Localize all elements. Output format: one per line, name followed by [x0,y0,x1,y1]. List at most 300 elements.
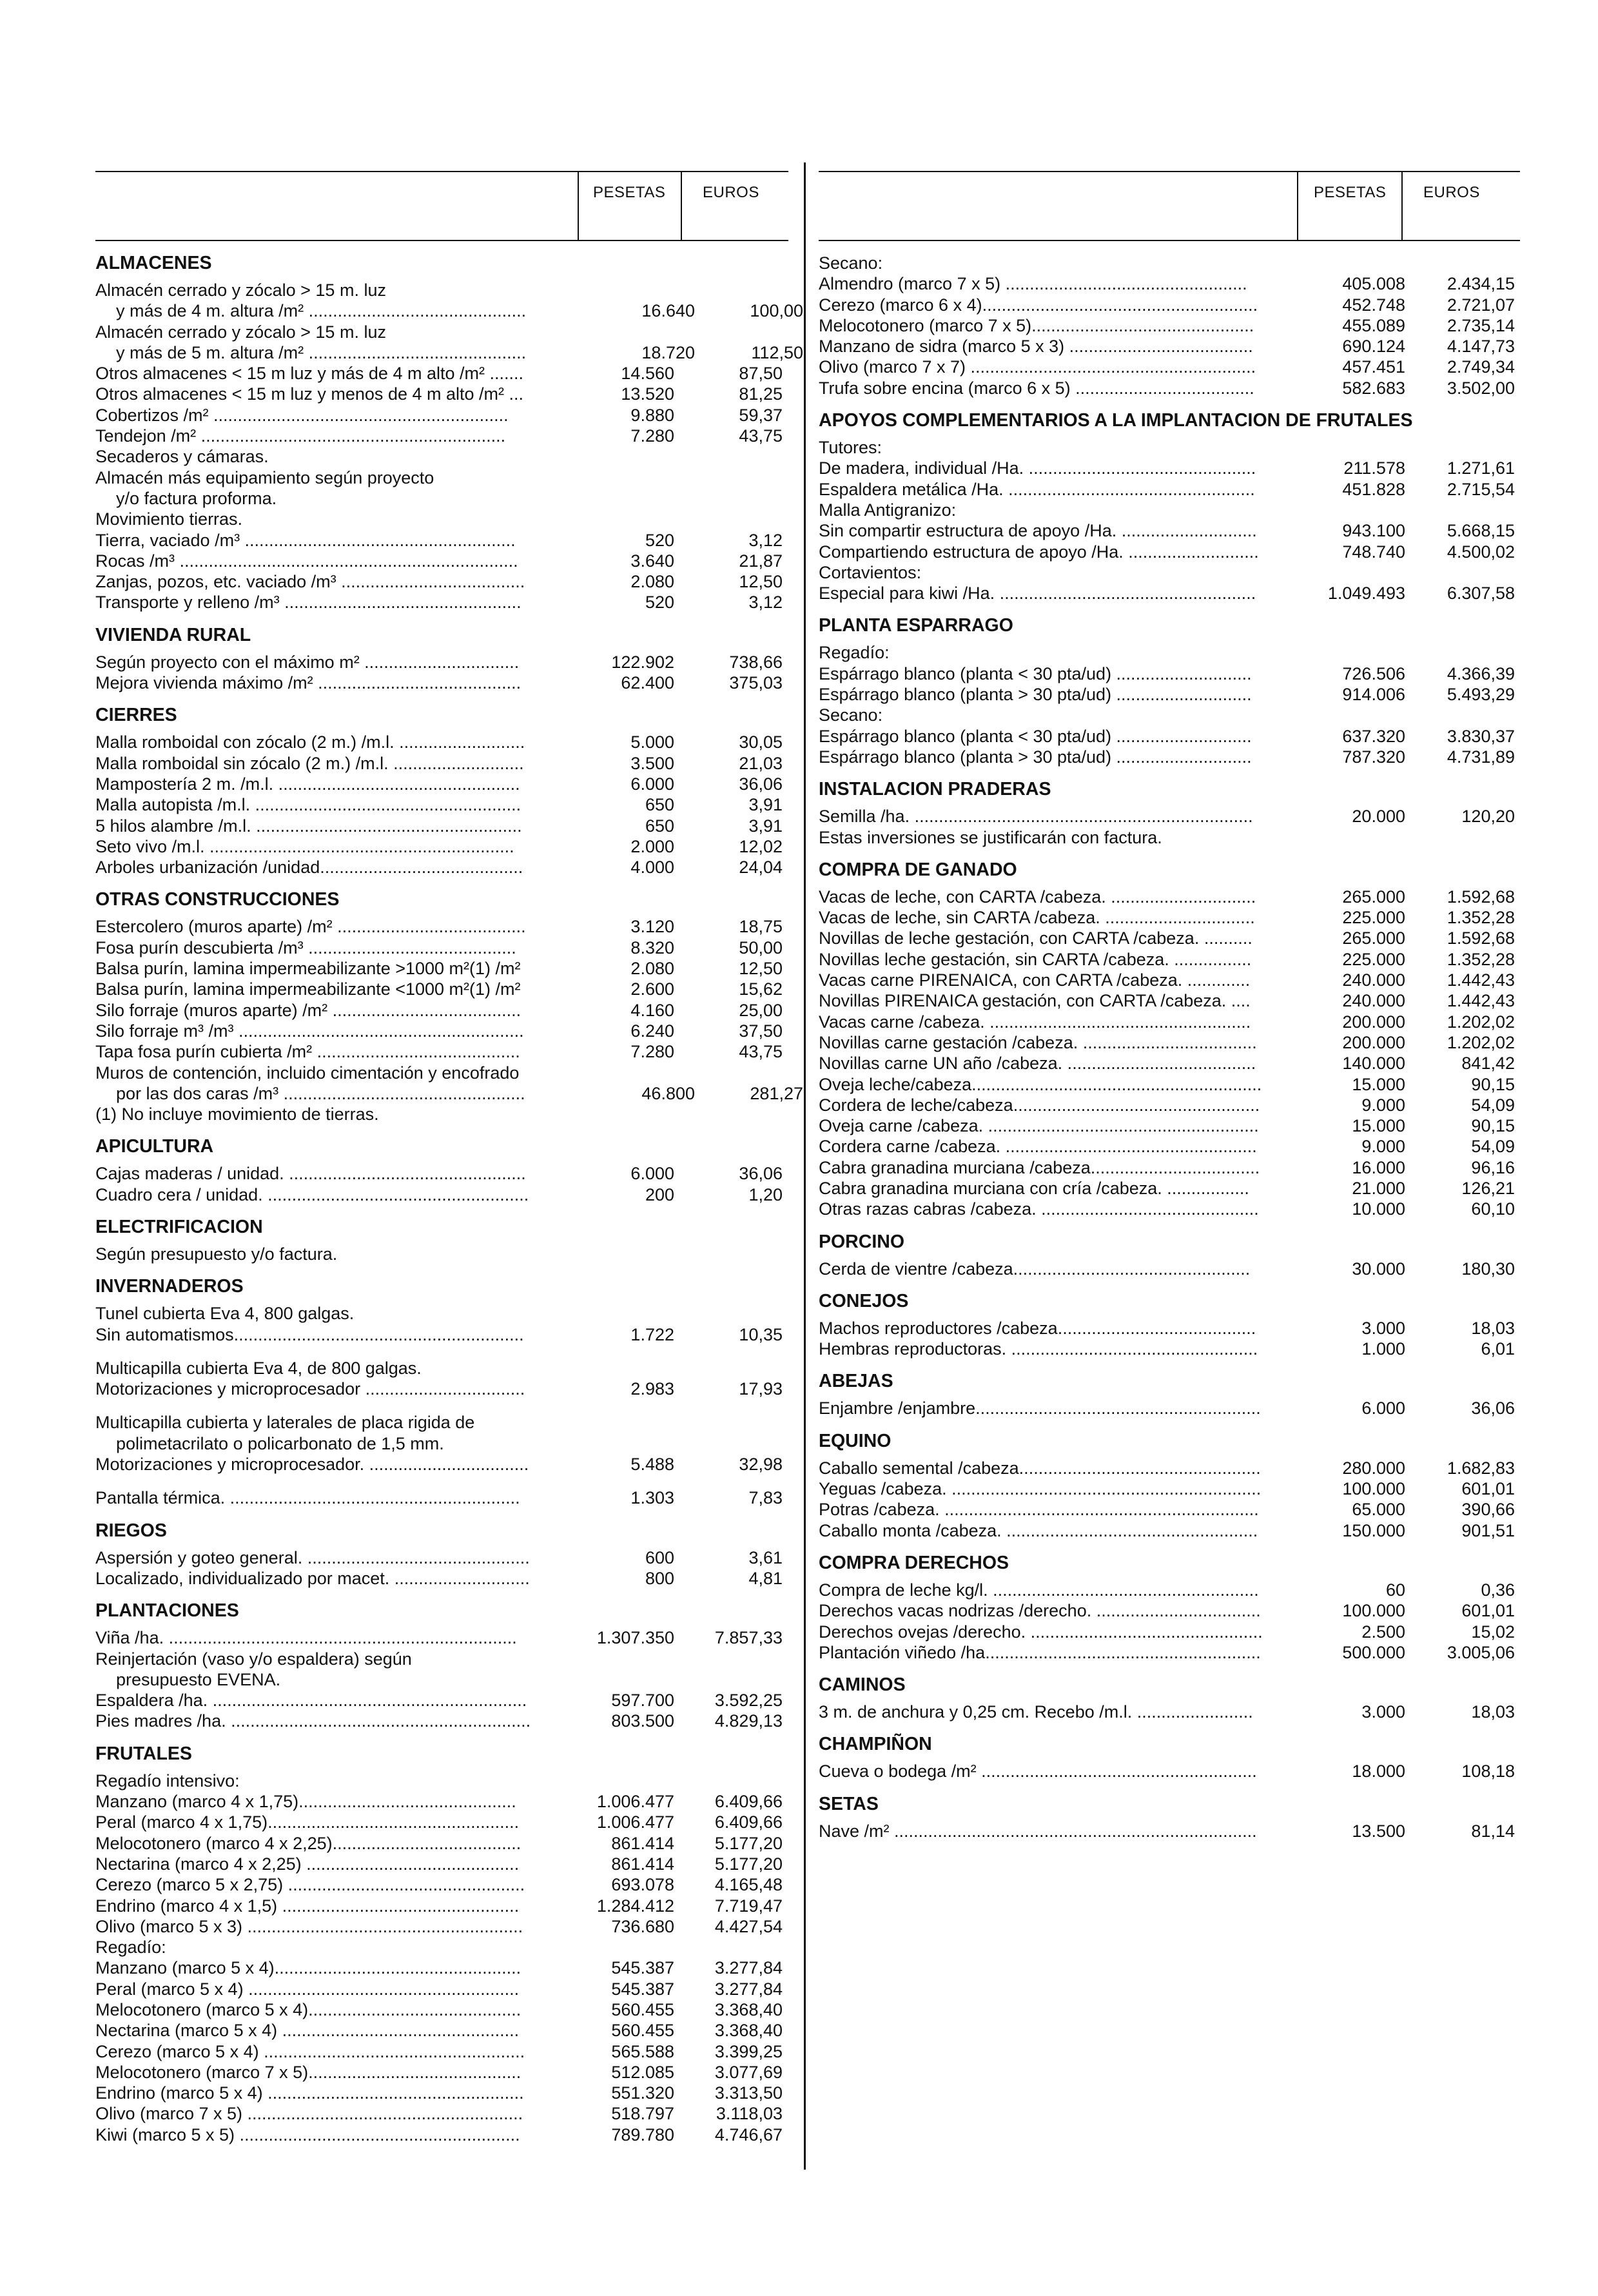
price-euros [674,1063,783,1083]
price-pesetas: 280.000 [1342,1458,1405,1478]
price-euros: 1.202,02 [1447,1012,1515,1032]
price-pesetas: 10.000 [1352,1199,1405,1219]
price-euros: 4.147,73 [1447,337,1515,357]
item-label: Kiwi (marco 5 x 5) .......................................................... [95,2124,520,2144]
price-pesetas: 405.008 [1342,274,1405,294]
price-euros: 1.682,83 [1447,1458,1515,1478]
price-euros: 6.307,58 [1447,584,1515,603]
price-pesetas: 690.124 [1342,337,1405,357]
item-label: Novillas leche gestación, sin CARTA /cabeza. ................ [819,949,1252,969]
price-row [819,1821,1520,1841]
item-label: Novillas de leche gestación, con CARTA /cabeza. .......... [819,928,1252,948]
price-row [819,500,1520,520]
price-euros: 738,66 [729,652,783,672]
price-row [95,1957,788,1978]
price-pesetas: 650 [645,795,674,815]
item-label: Nectarina (marco 4 x 2,25) ............................................ [95,1854,520,1874]
price-euros: 601,01 [1461,1601,1515,1621]
price-pesetas [593,488,695,509]
item-label: Cabra granadina murciana con cría /cabeza. ................. [819,1178,1249,1198]
price-row [819,887,1520,907]
price-euros: 18,03 [1471,1318,1515,1338]
price-pesetas: 2.080 [630,959,674,979]
item-label: Manzano (marco 4 x 1,75)............................................. [95,1792,516,1812]
price-pesetas: 457.451 [1342,357,1405,377]
price-euros: 59,37 [739,405,783,425]
header-euros: EUROS [1423,184,1480,201]
price-row [819,990,1520,1011]
price-euros: 5.668,15 [1447,521,1515,541]
table-header-right [819,171,1520,241]
price-euros: 3.277,84 [714,1979,783,1999]
price-euros: 6.409,66 [714,1792,783,1812]
price-row [819,642,1520,663]
spacer [95,1345,788,1358]
price-pesetas: 1.006.477 [596,1792,674,1812]
price-row [819,1642,1520,1663]
price-euros: 3.399,25 [714,2041,783,2061]
price-euros: 4.427,54 [714,1916,783,1936]
price-row [95,1771,788,1791]
price-pesetas [572,1104,674,1124]
item-label: Balsa purín, lamina impermeabilizante >1000 m²(1) /m² [95,959,521,979]
item-label: Olivo (marco 7 x 5) ......................................................... [95,2104,523,2124]
price-row [95,405,788,426]
price-euros [674,1104,783,1124]
item-label: Cabra granadina murciana /cabeza................................... [819,1157,1260,1177]
price-row [95,426,788,446]
price-row [95,979,788,999]
item-label: Malla romboidal con zócalo (2 m.) /m.l. .......................... [95,732,525,752]
price-row [95,1649,788,1669]
price-pesetas: 500.000 [1342,1642,1405,1662]
item-label: Cordera de leche/cabeza................................................... [819,1095,1260,1115]
price-pesetas: 2.080 [630,572,674,592]
price-row [819,1761,1520,1781]
price-euros: 36,06 [739,1164,783,1184]
price-row [95,1854,788,1874]
header-pesetas: PESETAS [593,184,666,201]
price-pesetas: 560.455 [611,2021,674,2041]
price-row [95,1063,788,1083]
section-heading: COMPRA DE GANADO [819,859,1017,880]
price-row [819,1520,1520,1541]
price-pesetas [1294,562,1405,583]
price-row [819,705,1520,725]
item-label: Cueva o bodega /m² ......................................................... [819,1761,1257,1781]
price-euros: 5.493,29 [1447,685,1515,705]
price-pesetas: 560.455 [611,2000,674,2019]
price-euros: 2.715,54 [1447,479,1515,499]
price-pesetas: 6.000 [1361,1398,1405,1418]
item-label: Cortavientos: [819,562,922,582]
price-euros: 90,15 [1471,1074,1515,1094]
price-pesetas: 451.828 [1342,479,1405,499]
price-pesetas: 787.320 [1342,747,1405,767]
price-pesetas: 2.983 [630,1379,674,1399]
price-row [95,2020,788,2041]
price-euros: 100,00 [750,301,803,321]
item-label: presupuesto EVENA. [116,1669,281,1689]
item-label: Rocas /m³ ...................................................................... [95,551,518,571]
price-row [819,1178,1520,1199]
item-label: Manzano de sidra (marco 5 x 3) ...................................... [819,337,1253,357]
price-row [95,916,788,937]
item-label: Aspersión y goteo general. .............................................. [95,1547,530,1567]
item-label: Semilla /ha. ...................................................................... [819,807,1253,827]
item-label: Espárrago blanco (planta < 30 pta/ud) ............................ [819,663,1252,683]
price-euros [1405,500,1515,520]
price-pesetas: 3.500 [630,753,674,773]
item-label: Vacas carne /cabeza. ...................................................... [819,1012,1251,1032]
price-pesetas: 597.700 [611,1691,674,1711]
item-label: Seto vivo /m.l. ............................................................... [95,836,514,856]
price-row [95,592,788,613]
price-pesetas [572,509,674,529]
item-label: Según proyecto con el máximo m² ................................ [95,652,520,672]
price-pesetas: 9.000 [1361,1095,1405,1115]
price-row [95,774,788,794]
header-divider [681,211,682,240]
right-body [819,241,1520,1841]
price-euros: 3,91 [748,795,783,815]
price-row [95,2124,788,2145]
price-row [819,1199,1520,1219]
price-pesetas: 240.000 [1342,970,1405,990]
price-euros: 5.177,20 [714,1833,783,1853]
item-label: Olivo (marco 5 x 3) ......................................................... [95,1916,523,1936]
price-row [819,1458,1520,1478]
item-label: Balsa purín, lamina impermeabilizante <1000 m²(1) /m² [95,979,521,999]
price-row [95,1999,788,2020]
price-pesetas: 518.797 [611,2104,674,2124]
price-row [95,1487,788,1508]
price-pesetas: 122.902 [611,652,674,672]
item-label: Pantalla térmica. ............................................................ [95,1488,520,1508]
price-pesetas: 650 [645,816,674,836]
price-pesetas: 65.000 [1352,1500,1405,1520]
price-euros: 2.721,07 [1447,295,1515,315]
item-label: Manzano (marco 5 x 4)................................................... [95,1958,521,1978]
item-label: Enjambre /enjambre........................................................... [819,1398,1261,1418]
section-heading: ALMACENES [95,253,212,273]
item-label: Localizado, individualizado por macet. ............................ [95,1568,530,1588]
item-label: Cajas maderas / unidad. ................................................. [95,1164,526,1184]
price-row [819,520,1520,541]
price-row [819,1398,1520,1418]
price-euros [674,1358,783,1379]
item-label: Movimiento tierras. [95,509,243,529]
price-pesetas [572,1358,674,1379]
item-label: Oveja carne /cabeza. ........................................................ [819,1116,1259,1136]
price-row [95,1000,788,1021]
price-euros: 17,93 [739,1379,783,1399]
price-pesetas: 7.280 [630,1042,674,1062]
price-pesetas: 21.000 [1352,1178,1405,1198]
price-euros: 3,91 [748,816,783,836]
item-label: Cerezo (marco 6 x 4)......................................................... [819,295,1258,315]
price-pesetas: 582.683 [1342,378,1405,398]
price-euros [674,1649,783,1669]
item-label: Yeguas /cabeza. ................................................................ [819,1479,1262,1499]
price-pesetas: 4.160 [630,1000,674,1020]
price-row [819,1478,1520,1499]
item-label: De madera, individual /Ha. ............................................... [819,458,1256,478]
price-row [95,652,788,672]
price-pesetas: 30.000 [1352,1259,1405,1279]
item-label: Transporte y relleno /m³ ................................................. [95,593,521,613]
price-pesetas [572,1771,674,1791]
price-row [819,315,1520,336]
price-pesetas [572,1303,674,1324]
item-label: Potras /cabeza. ................................................................. [819,1500,1259,1520]
price-row [95,1937,788,1957]
price-euros: 87,50 [739,364,783,384]
price-row [95,1104,788,1124]
price-euros: 126,21 [1461,1178,1515,1198]
price-pesetas: 225.000 [1342,949,1405,969]
item-label: Novillas carne UN año /cabeza. ....................................... [819,1054,1256,1074]
price-pesetas: 211.578 [1343,458,1405,478]
item-label: Muros de contención, incluido cimentación y encofrado [95,1063,520,1083]
price-euros: 112,50 [751,342,803,362]
price-euros: 7,83 [748,1488,783,1508]
price-euros: 3.368,40 [714,2021,783,2041]
item-label: Tapa fosa purín cubierta /m² .......................................... [95,1042,520,1062]
price-row [819,336,1520,357]
section-heading: CIERRES [95,705,177,726]
item-label: Derechos ovejas /derecho. ................................................ [819,1622,1263,1642]
price-row [95,1547,788,1568]
price-pesetas: 861.414 [611,1833,674,1853]
price-pesetas: 100.000 [1342,1601,1405,1621]
header-divider [681,172,682,211]
price-row [95,1163,788,1184]
price-row [95,571,788,592]
price-pesetas: 748.740 [1342,542,1405,562]
price-euros: 6.409,66 [714,1812,783,1832]
price-pesetas: 726.506 [1342,663,1405,683]
price-row [95,2103,788,2124]
price-row [819,437,1520,458]
price-euros: 4.746,67 [714,2124,783,2144]
section-heading: INSTALACION PRADERAS [819,779,1051,800]
item-label: Compra de leche kg/l. ....................................................... [819,1580,1259,1600]
price-euros: 54,09 [1471,1137,1515,1157]
price-pesetas: 6.240 [630,1021,674,1041]
item-label: Malla romboidal sin zócalo (2 m.) /m.l. ........................... [95,753,524,773]
price-pesetas: 803.500 [611,1711,674,1731]
price-euros: 37,50 [739,1021,783,1041]
price-row [95,1021,788,1041]
price-row [819,1499,1520,1520]
price-pesetas [572,322,674,342]
item-label: Olivo (marco 7 x 7) ........................................................... [819,357,1256,377]
price-row [819,357,1520,377]
item-label: Regadío: [95,1938,166,1957]
section-heading: APICULTURA [95,1136,214,1157]
price-pesetas: 18.720 [641,342,695,362]
price-euros: 3.118,03 [716,2104,783,2124]
item-label: Melocotonero (marco 7 x 5).............................................. [819,315,1254,335]
price-row [819,1053,1520,1074]
price-euros: 12,50 [739,959,783,979]
price-row [95,2083,788,2103]
item-label: Melocotonero (marco 4 x 2,25)....................................... [95,1833,521,1853]
price-row [819,726,1520,747]
price-row [95,1244,788,1264]
price-pesetas: 20.000 [1352,807,1405,827]
item-label: Espárrago blanco (planta < 30 pta/ud) ............................ [819,726,1252,746]
price-row [819,273,1520,294]
price-row [819,542,1520,562]
right-column [819,171,1520,1841]
price-pesetas [593,1669,695,1690]
price-row [95,1358,788,1379]
price-euros [674,1937,783,1957]
price-row [95,322,788,342]
price-euros: 6,01 [1481,1339,1515,1359]
price-pesetas: 565.588 [611,2041,674,2061]
price-euros: 3.830,37 [1447,726,1515,746]
item-label: Silo forraje m³ /m³ ........................................................... [95,1021,524,1041]
item-label: Vacas de leche, con CARTA /cabeza. .............................. [819,887,1256,907]
price-row [819,562,1520,583]
price-row [819,1580,1520,1600]
item-label: Almacén cerrado y zócalo > 15 m. luz [95,280,386,300]
price-euros: 1.202,02 [1447,1032,1515,1052]
price-pesetas: 46.800 [641,1083,695,1103]
item-label: y más de 4 m. altura /m² ............................................. [116,301,527,321]
price-euros: 90,15 [1471,1116,1515,1136]
item-label: Secaderos y cámaras. [95,447,269,467]
price-euros [674,1412,783,1433]
price-euros: 7.719,47 [714,1896,783,1916]
price-row [95,836,788,857]
item-label: polimetacrilato o policarbonato de 1,5 mm. [116,1433,444,1453]
price-euros [674,322,783,342]
spacer [95,1475,788,1487]
price-row [819,1115,1520,1136]
price-pesetas [572,1937,674,1957]
price-euros: 43,75 [739,1042,783,1062]
price-euros: 108,18 [1461,1761,1515,1781]
section-heading: ELECTRIFICACION [95,1216,263,1237]
item-label: Cerezo (marco 5 x 4) ...................................................... [95,2041,525,2061]
price-row [95,937,788,958]
price-pesetas: 551.320 [611,2083,674,2103]
section-heading: APOYOS COMPLEMENTARIOS A LA IMPLANTACION DE FRUTALES [819,410,1413,431]
price-row [95,384,788,404]
price-euros: 1.442,43 [1447,970,1515,990]
item-label: Almacén cerrado y zócalo > 15 m. luz [95,322,386,342]
price-row [819,479,1520,500]
price-euros [674,509,783,529]
price-row [819,1136,1520,1157]
price-euros: 2.749,34 [1447,357,1515,377]
price-row [95,1433,788,1454]
item-label: Multicapilla cubierta y laterales de placa rigida de [95,1413,475,1433]
price-pesetas: 520 [645,530,674,550]
price-pesetas: 1.722 [630,1324,674,1344]
price-row [95,1568,788,1589]
price-pesetas [1294,253,1405,273]
item-label: Mejora vivienda máximo /m² .......................................... [95,673,521,693]
price-pesetas [1294,827,1405,848]
price-euros: 1.442,43 [1447,991,1515,1011]
header-euros: EUROS [703,184,759,201]
header-divider [1401,172,1403,211]
price-pesetas: 2.000 [630,836,674,856]
header-divider [1297,211,1298,240]
price-euros [1405,705,1515,725]
item-label: Melocotonero (marco 7 x 5)............................................ [95,2062,521,2082]
price-pesetas: 14.560 [621,364,674,384]
price-euros [1405,437,1515,458]
price-euros: 2.434,15 [1447,274,1515,294]
item-label: Caballo monta /cabeza. .................................................... [819,1520,1258,1540]
item-label: Mampostería 2 m. /m.l. .................................................. [95,774,520,794]
price-euros: 50,00 [739,937,783,957]
item-label: y más de 5 m. altura /m² ............................................. [116,342,527,362]
price-row [819,827,1520,848]
item-label: Otras razas cabras /cabeza. ............................................. [819,1199,1259,1219]
price-pesetas: 1.000 [1361,1339,1405,1359]
price-euros: 3.368,40 [714,2000,783,2019]
price-row [95,958,788,979]
item-label: Fosa purín descubierta /m³ ........................................... [95,937,516,957]
item-label: Estas inversiones se justificarán con factura. [819,827,1162,847]
price-euros: 120,20 [1461,807,1515,827]
item-label: Endrino (marco 4 x 1,5) ................................................. [95,1896,520,1916]
price-row [95,1627,788,1648]
price-row [819,907,1520,928]
section-heading: PORCINO [819,1231,905,1252]
price-euros: 7.857,33 [714,1628,783,1648]
price-euros: 36,06 [1471,1398,1515,1418]
price-pesetas: 6.000 [630,1164,674,1184]
price-row [95,530,788,551]
header-divider [578,211,579,240]
price-euros: 43,75 [739,426,783,446]
price-euros: 901,51 [1461,1520,1515,1540]
section-heading: CHAMPIÑON [819,1734,932,1755]
item-label: Especial para kiwi /Ha. ..................................................... [819,584,1256,603]
price-pesetas: 9.000 [1361,1137,1405,1157]
item-label: Peral (marco 5 x 4) ........................................................ [95,1979,520,1999]
price-pesetas: 3.000 [1361,1702,1405,1722]
item-label: Machos reproductores /cabeza......................................... [819,1318,1256,1338]
item-label: Silo forraje (muros aparte) /m² ....................................... [95,1000,521,1020]
item-label: por las dos caras /m³ .................................................. [116,1083,525,1103]
price-pesetas: 545.387 [611,1979,674,1999]
item-label: Reinjertación (vaso y/o espaldera) según [95,1649,412,1669]
price-row [95,363,788,384]
price-euros [1405,827,1515,848]
price-row [95,672,788,693]
item-label: (1) No incluye movimiento de tierras. [95,1104,379,1124]
price-euros: 81,25 [739,384,783,404]
section-heading: VIVIENDA RURAL [95,624,251,645]
price-pesetas: 100.000 [1342,1479,1405,1499]
price-pesetas: 1.303 [630,1488,674,1508]
price-row [819,1012,1520,1032]
price-euros: 25,00 [739,1000,783,1020]
price-euros: 390,66 [1461,1500,1515,1520]
price-pesetas [572,1244,674,1264]
item-label: Nectarina (marco 5 x 4) ................................................. [95,2021,520,2041]
price-row [95,1669,788,1690]
